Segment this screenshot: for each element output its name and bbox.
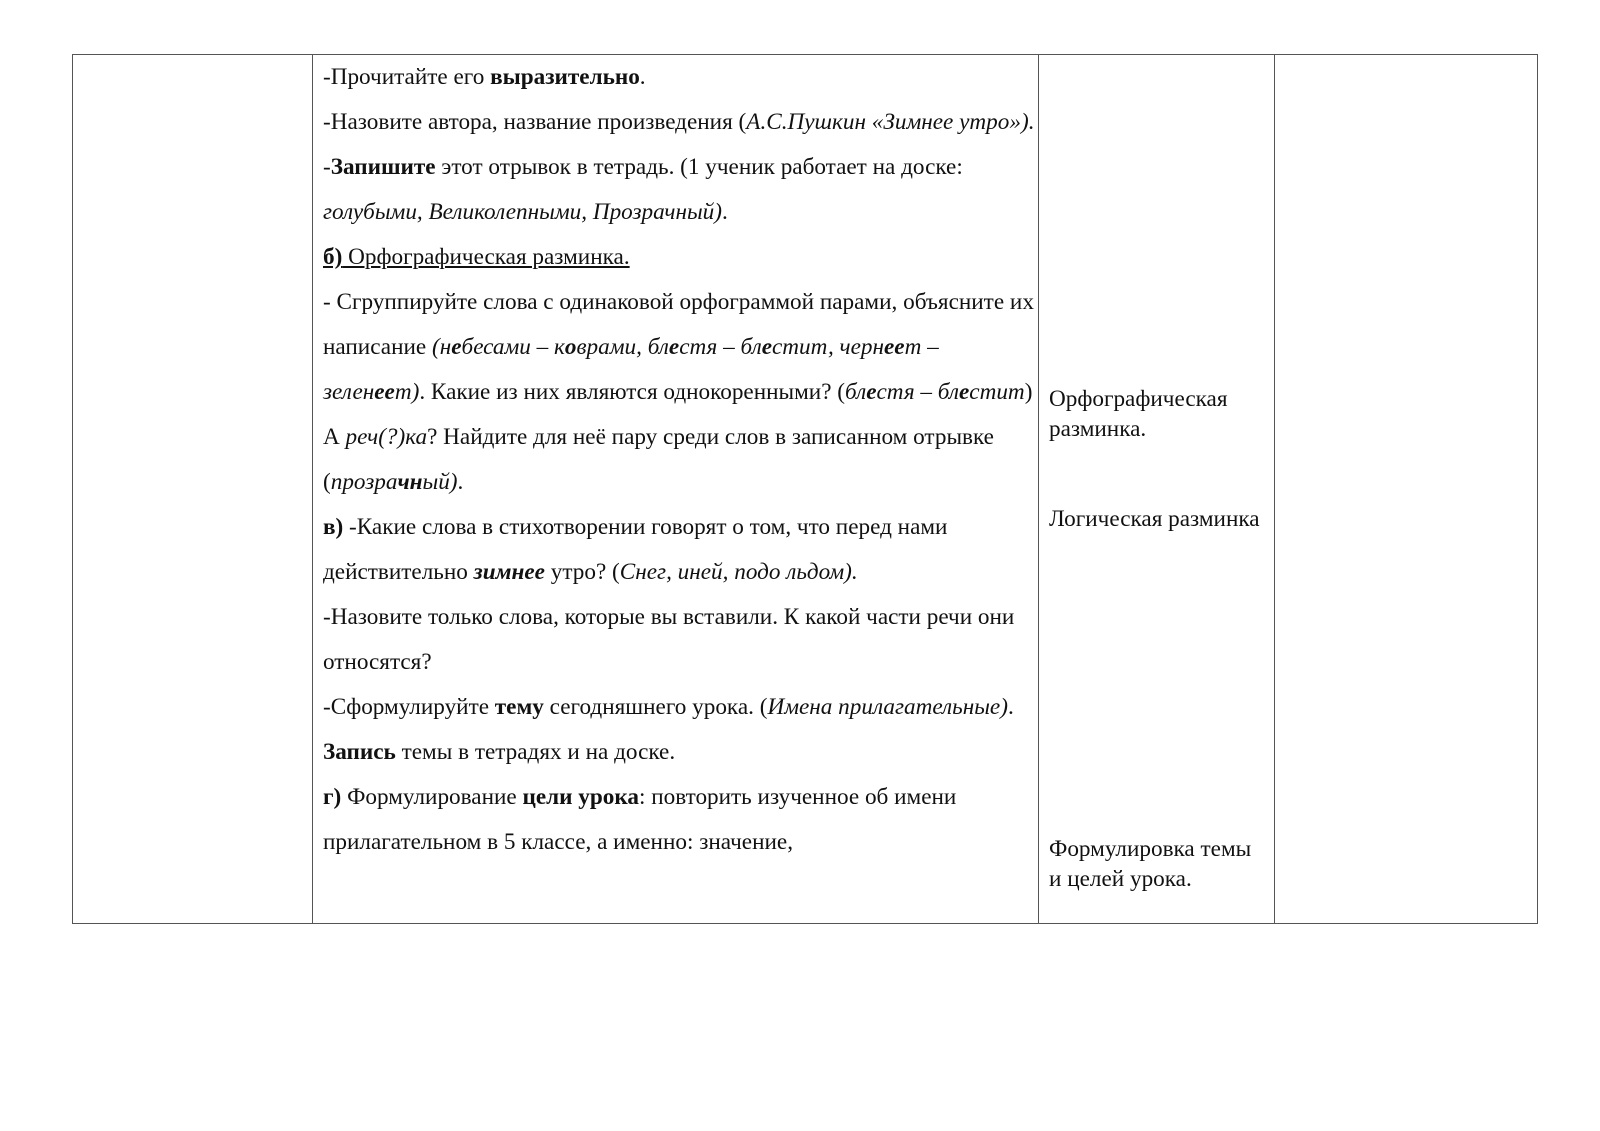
paragraph-name-author	[323, 100, 1038, 145]
text-run: -Какие слова в стихотворении говорят о том, что перед нами действительно	[323, 514, 948, 585]
text-run: ? Найдите для неё пару среди слов в записанном отрывке (	[323, 424, 994, 495]
text-run: .	[639, 64, 646, 90]
italic-run: стит, черн	[772, 334, 884, 360]
table-row	[73, 55, 1538, 924]
italic-run: Имена прилагательные)	[767, 694, 1008, 720]
lesson-plan-table	[72, 54, 1538, 924]
italic-run: ый)	[422, 469, 458, 495]
italic-run: Снег, иней, подо льдом)	[619, 559, 852, 585]
paragraph-spelling-warmup-heading	[323, 235, 1038, 280]
text-run: - Сгруппируйте слова с одинаковой орфограммой парами, объясните их написание	[323, 289, 1034, 360]
bold-run: выразительно	[490, 64, 640, 90]
note-spelling-warmup: Орфографическая разминка.	[1049, 386, 1228, 442]
bold-run: цели урока	[522, 784, 639, 810]
text-run: .	[1007, 694, 1014, 720]
paragraph-write-excerpt	[323, 145, 1038, 235]
italic-run: стя – бл	[876, 379, 959, 405]
bold-italic-run: зимнее	[473, 559, 545, 585]
bold-run: Запись	[323, 739, 396, 765]
bold-letter: е	[451, 334, 462, 360]
bold-run: б)	[323, 244, 343, 270]
text-run: ) А	[323, 379, 1033, 450]
paragraph-winter-words	[323, 505, 1038, 595]
text-run: . Какие из них являются однокоренными? (	[419, 379, 846, 405]
text-run: -Назовите только слова, которые вы вставили. К какой части речи они относятся?	[323, 604, 1015, 675]
italic-run: т)	[394, 379, 420, 405]
activity-cell	[313, 55, 1039, 924]
italic-run: А.С.Пушкин «Зимнее утро»)	[746, 109, 1029, 135]
notes-cell	[1039, 55, 1275, 924]
bold-letter: е	[959, 379, 970, 405]
note-topic-goals: Формулировка темы и целей урока.	[1049, 836, 1252, 892]
text-run: -Назовите автора, название произведения (	[323, 109, 747, 135]
bold-run: тему	[494, 694, 544, 720]
italic-run: стя – бл	[679, 334, 762, 360]
text-run: утро? (	[544, 559, 620, 585]
bold-run: Запишите	[330, 154, 436, 180]
italic-run: бесами – к	[461, 334, 565, 360]
bold-run: г)	[323, 784, 342, 810]
italic-run: прозра	[330, 469, 398, 495]
text-run: -	[323, 154, 331, 180]
text-run: Формулирование	[341, 784, 523, 810]
text-run: сегодняшнего урока. (	[543, 694, 768, 720]
paragraph-lesson-topic	[323, 685, 1038, 775]
stage-cell	[73, 55, 313, 924]
paragraph-lesson-goal	[323, 775, 1038, 865]
text-run: : повторить изученное об имени прилагательном в 5 классе, а именно: значение,	[323, 784, 957, 855]
bold-run: в)	[323, 514, 344, 540]
bold-letter: е	[866, 379, 877, 405]
underlined-run: Орфографическая разминка.	[342, 244, 630, 270]
bold-letter: ее	[374, 379, 395, 405]
italic-run: .	[1028, 109, 1035, 135]
text-run: .	[721, 199, 728, 225]
text-run: -Сформулируйте	[323, 694, 495, 720]
bold-letter: е	[761, 334, 772, 360]
paragraph-group-words	[323, 280, 1038, 505]
empty-cell	[1275, 55, 1538, 924]
text-run: -Прочитайте его	[323, 64, 491, 90]
bold-letter: ее	[884, 334, 905, 360]
text-run: этот отрывок в тетрадь. (1 ученик работает на доске:	[435, 154, 963, 180]
italic-run: стит	[969, 379, 1025, 405]
italic-run: бл	[845, 379, 867, 405]
italic-run: (н	[432, 334, 452, 360]
italic-run: реч(?)ка	[345, 424, 428, 450]
bold-letter: е	[668, 334, 680, 360]
paragraph-read-expressively	[323, 55, 1038, 100]
italic-run: т – зелен	[323, 334, 939, 405]
text-run: темы в тетрадях и на доске.	[395, 739, 676, 765]
text-run: .	[457, 469, 464, 495]
italic-run: .	[851, 559, 858, 585]
paragraph-part-of-speech	[323, 595, 1038, 685]
note-logic-warmup: Логическая разминка	[1049, 506, 1260, 532]
bold-letter: чн	[397, 469, 423, 495]
italic-run: врами, бл	[576, 334, 669, 360]
italic-run: голубыми, Великолепными, Прозрачный)	[323, 199, 722, 225]
bold-letter: о	[564, 334, 577, 360]
